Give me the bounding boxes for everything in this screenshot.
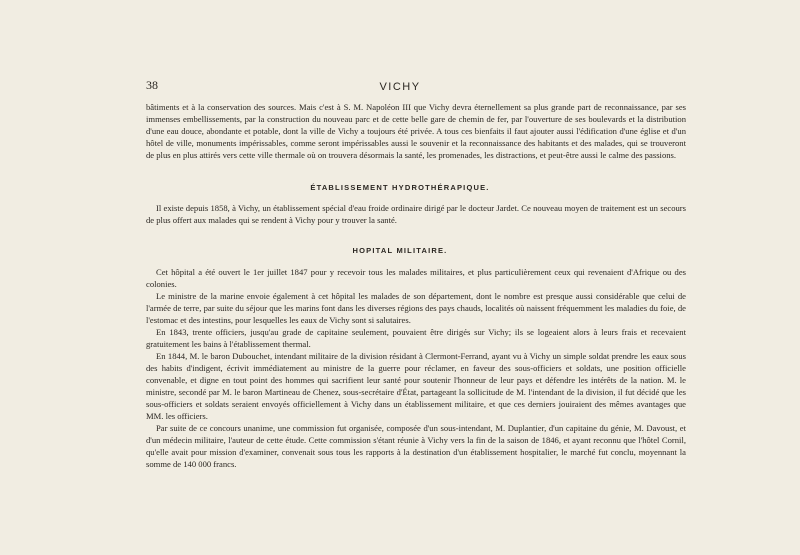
section-body-hopital — [146, 266, 686, 470]
intro-text — [146, 101, 686, 161]
paragraph: bâtiments et à la conservation des sources. Mais c'est à S. M. Napoléon III que Vichy devra éternellement sa plus grande part de reconnaissance, par ses immenses embellissements, par la construction du nouveau parc et de cette belle gare de chemin de fer, par l'ouverture de ses boulevards et la distribution d'une eau douce, abondante et potable, dont la ville de Vichy a toujours été privée. A tous ces bienfaits il faut ajouter aussi l'édification d'une église et d'un hôtel de ville, monuments impérissables, comme seront impérissables aussi le souvenir et la reconnaissance des habitants et des malades, qui se trouveront de plus en plus attirés vers cette ville thermale où on trouvera désormais la santé, les promenades, les distractions, et peut-être aussi le calme des passions. — [146, 102, 686, 160]
section-heading-hopital: HOPITAL MILITAIRE. — [352, 246, 448, 255]
page-number: 38 — [146, 78, 158, 92]
paragraph: Par suite de ce concours unanime, une commission fut organisée, composée d'un sous-intendant, M. Duplantier, d'un capitaine du génie, M. Davoust, et d'un médecin militaire, l'auteur de cette étude. Cette commission s'étant réunie à Vichy vers la fin de la saison de 1846, et ayant reconnu que l'hôtel Cornil, qu'elle avait pour mission d'examiner, convenait sous tous les rapports à la destination d'un établissement hospitalier, le marché fut conclu, moyennant la somme de 140 000 francs. — [146, 423, 686, 469]
paragraph: En 1843, trente officiers, jusqu'au grade de capitaine seulement, pouvaient être dirigés sur Vichy; ils se logeaient alors à leurs frais et recevaient gratuitement les bains à l'établissement thermal. — [146, 327, 686, 349]
paragraph: Il existe depuis 1858, à Vichy, un établissement spécial d'eau froide ordinaire dirigé par le docteur Jardet. Ce nouveau moyen de traitement est un secours de plus offert aux malades qui se rendent à Vichy pour y trouver la santé. — [146, 203, 686, 225]
section-heading-hydrotherapique: ÉTABLISSEMENT HYDROTHÉRAPIQUE. — [310, 183, 490, 192]
paragraph: Cet hôpital a été ouvert le 1er juillet 1847 pour y recevoir tous les malades militaires, et plus particulièrement ceux qui revenaient d'Afrique ou des colonies. — [146, 267, 686, 289]
paragraph: Le ministre de la marine envoie également à cet hôpital les malades de son département, dont le nombre est presque aussi considérable que celui de l'armée de terre, par suite du séjour que les marins font dans les diverses régions des pays chauds, localités où naissent fréquemment les maladies du foie, de l'estomac et des intestins, pour lesquelles les eaux de Vichy sont si salutaires. — [146, 291, 686, 325]
paragraph: En 1844, M. le baron Dubouchet, intendant militaire de la division résidant à Clermont-Ferrand, ayant vu à Vichy un simple soldat prendre les eaux sous des habits d'indigent, écrivit immédiatement au ministre de la guerre pour réclamer, en faveur des sous-officiers et soldats, une position officielle convenable, et digne en tout point des hommes qui sacrifient leur santé pour soutenir l'honneur de leur pays et défendre les intérêts de la nation. M. le ministre, secondé par M. le baron Martineau de Chenez, sous-secrétaire d'État, partageant la sollicitude de M. l'intendant de la division, il fut décidé que les sous-officiers et soldats seraient envoyés officiellement à Vichy dans un établissement militaire, et que ces derniers jouiraient des mêmes avantages que MM. les officiers. — [146, 351, 686, 421]
running-head: VICHY — [379, 81, 421, 93]
section-body-hydrotherapique — [146, 202, 686, 226]
